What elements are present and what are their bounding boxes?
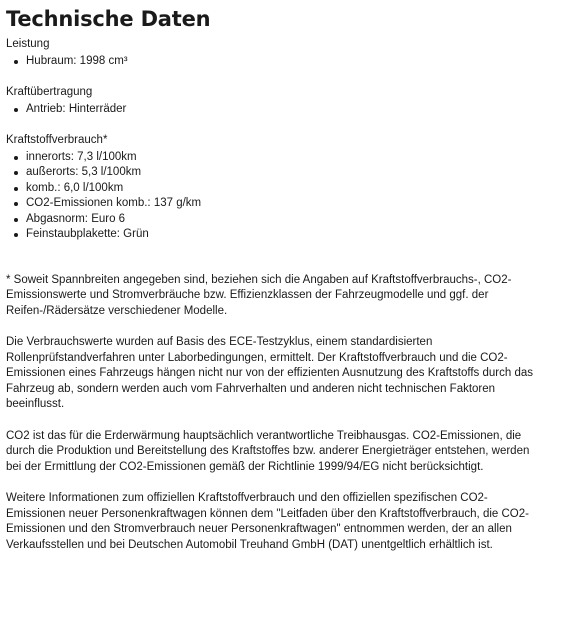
spec-list	[6, 102, 558, 118]
page-title: Technische Daten	[6, 7, 211, 31]
technical-data-page	[6, 6, 558, 553]
section-title: Kraftübertragung	[6, 86, 93, 98]
spec-item: Abgasnorm: Euro 6	[26, 212, 558, 228]
spec-list	[6, 54, 558, 70]
section-kraftuebertragung	[6, 85, 558, 117]
spec-item: Hubraum: 1998 cm³	[26, 54, 558, 70]
section-title: Leistung	[6, 38, 50, 50]
spec-item: außerorts: 5,3 l/100km	[26, 165, 558, 181]
info-paragraph: Weitere Informationen zum offiziellen Kraftstoffverbrauch und den offiziellen spezifischen CO2-Emissionen neuer Personenkraftwagen können dem "Leitfaden über den Kraftstoffverbrauch, die CO2-Emissionen und den Stromverbrauch neuer Personenkraftwagen" entnommen werden, der an allen Verkaufsstellen und bei Deutschen Automobil Treuhand GmbH (DAT) unentgeltlich erhältlich ist.	[6, 492, 529, 551]
spec-item: Feinstaubplakette: Grün	[26, 227, 558, 243]
spec-item: innerorts: 7,3 l/100km	[26, 150, 558, 166]
spec-item: CO2-Emissionen komb.: 137 g/km	[26, 196, 558, 212]
consumption-paragraph: Die Verbrauchswerte wurden auf Basis des ECE-Testzyklus, einem standardisierten Rollenprüfstandverfahren unter Laborbedingungen, ermittelt. Der Kraftstoffverbrauch und die CO2-Emissionen eines Fahrzeugs hängen nicht nur von der effizienten Ausnutzung des Kraftstoffs durch das Fahrzeug ab, sondern werden auch vom Fahrverhalten und anderen nicht technischen Faktoren beeinflusst.	[6, 336, 533, 410]
footnote-paragraph: * Soweit Spannbreiten angegeben sind, beziehen sich die Angaben auf Kraftstoffverbrauchs-, CO2-Emissionswerte und Stromverbräuche bzw. Effizienzklassen der Fahrzeugmodelle und ggf. der Reifen-/Rädersätze verschiedener Modelle.	[6, 273, 512, 317]
spec-list	[6, 150, 558, 243]
section-kraftstoffverbrauch	[6, 133, 558, 243]
section-title: Kraftstoffverbrauch*	[6, 134, 108, 146]
section-leistung	[6, 37, 558, 69]
spec-item: Antrieb: Hinterräder	[26, 102, 558, 118]
spec-item: komb.: 6,0 l/100km	[26, 181, 558, 197]
co2-paragraph: CO2 ist das für die Erderwärmung hauptsächlich verantwortliche Treibhausgas. CO2-Emissionen, die durch die Produktion und Bereitstellung des Kraftstoffes bzw. anderer Energieträger entstehen, werden bei der Ermittlung der CO2-Emissionen gemäß der Richtlinie 1999/94/EG nicht berücksichtigt.	[6, 429, 530, 473]
